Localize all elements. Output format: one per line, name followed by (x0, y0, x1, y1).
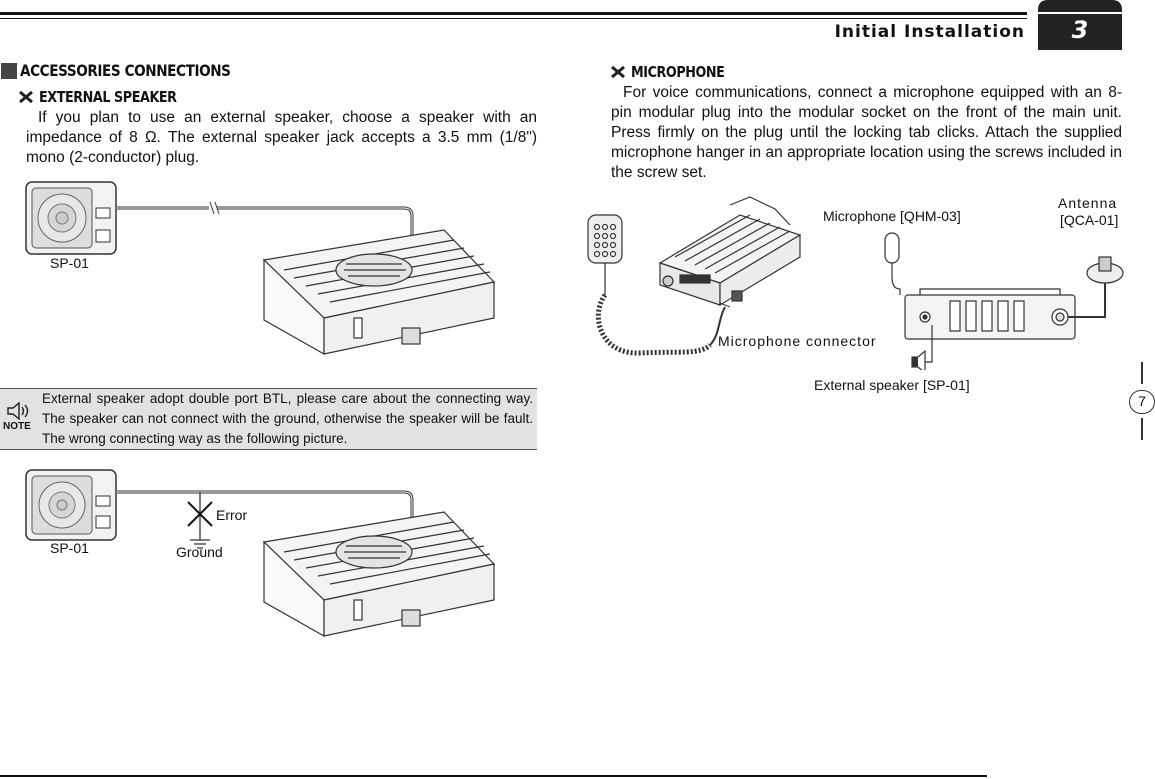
microphone-model-label: Microphone [QHM-03] (823, 208, 961, 224)
antenna-label: Antenna (1058, 195, 1118, 211)
mic-connector-label: Microphone connector (718, 333, 877, 349)
header-title: Initial Installation (834, 22, 1025, 42)
header-rule (0, 12, 1027, 15)
speaker-label: SP-01 (50, 255, 89, 271)
microphone-heading: MICROPHONE (631, 63, 725, 81)
microphone-body: For voice communications, connect a microphone equipped with an 8-pin modular plug into the modular socket on the front of the main unit. Press firmly on the plug until the locking tab clicks. Attach the supplied microphone hanger in an appropriate location using the screws included in the screw set. (611, 84, 1122, 181)
speaker-icon (26, 182, 116, 254)
error-label: Error (216, 507, 248, 523)
radio-icon (264, 230, 494, 354)
antenna-icon (1068, 257, 1123, 317)
hand-microphone-icon (885, 233, 900, 295)
ext-speaker-label: External speaker [SP-01] (814, 377, 970, 393)
bullet-icon (611, 66, 625, 78)
page-number: 7 (1129, 390, 1155, 414)
speaker-icon (26, 470, 116, 540)
external-speaker-body: If you plan to use an external speaker, choose a speaker with an impedance of 8 Ω. The external speaker jack accepts a 3.5 mm (1/8") mono (2-conductor) plug. (26, 109, 537, 166)
wrong-connection-figure (24, 466, 504, 638)
external-speaker-heading: EXTERNAL SPEAKER (39, 88, 177, 106)
page-tick-bottom (1141, 418, 1143, 440)
bullet-icon (19, 91, 33, 103)
header-rule-thin (0, 18, 1027, 19)
radio-icon (660, 197, 800, 305)
footer-rule (0, 775, 987, 777)
section-title: ACCESSORIES CONNECTIONS (20, 61, 231, 80)
speaker-note-icon (6, 402, 32, 420)
radio-icon (264, 512, 494, 636)
chapter-number: 3 (1071, 16, 1089, 44)
speaker-label: SP-01 (50, 540, 89, 556)
section-marker-icon (1, 63, 17, 79)
radio-rear-panel (905, 289, 1075, 339)
microphone-icon (588, 215, 622, 295)
note-label: NOTE (3, 421, 31, 432)
note-text: External speaker adopt double port BTL, please care about the connecting way. The speaker can not connect with the ground, otherwise the speaker will be fault. The wrong connecting way as the following picture. (42, 391, 533, 446)
ground-label: Ground (176, 544, 223, 560)
page-tick-top (1141, 362, 1143, 384)
speaker-connection-figure (24, 178, 504, 358)
antenna-model-label: [QCA-01] (1060, 212, 1119, 228)
